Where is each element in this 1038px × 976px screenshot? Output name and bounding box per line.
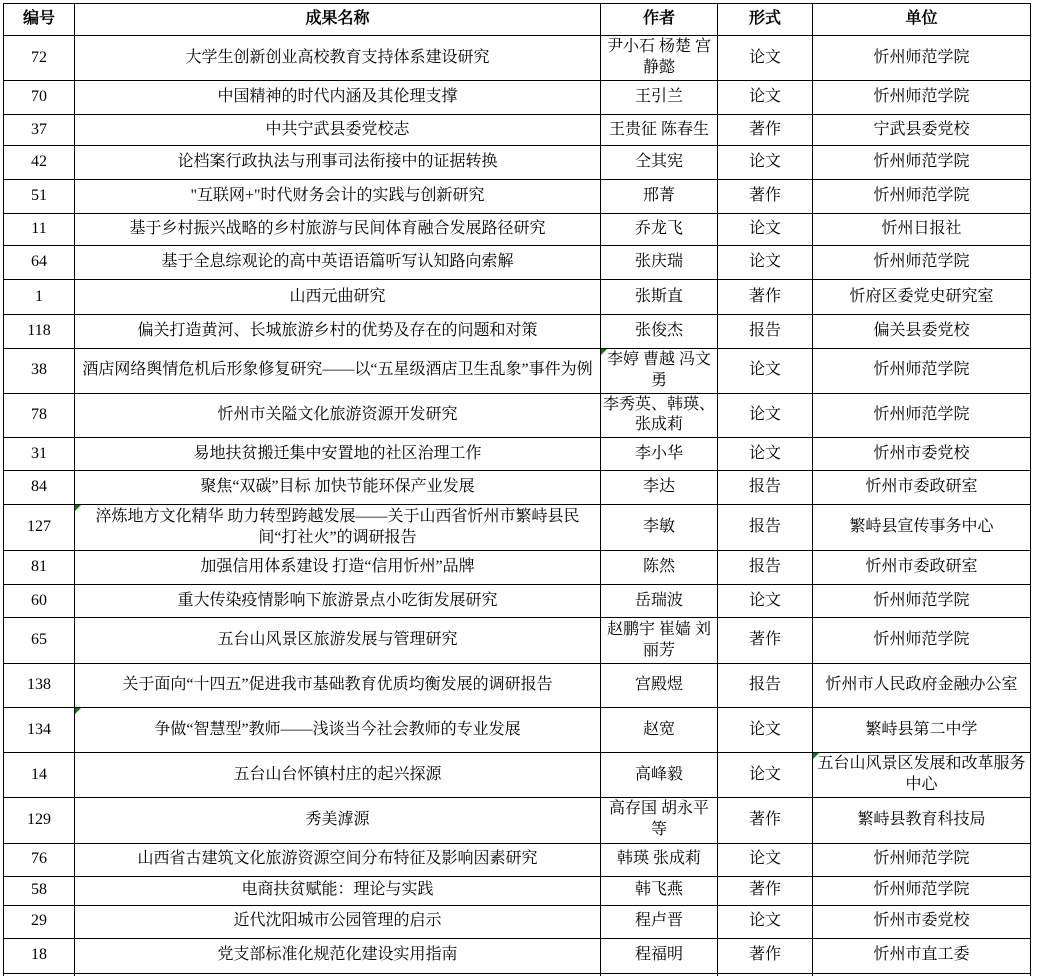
cell-form[interactable]: 论文: [718, 843, 813, 876]
table-row: [4, 393, 1031, 438]
table-row: [4, 349, 1031, 394]
cell-title[interactable]: 近代沈阳城市公园管理的启示: [75, 905, 601, 938]
cell-form[interactable]: 著作: [718, 938, 813, 973]
cell-authors[interactable]: 赵鹏宇 崔嫱 刘丽芳: [601, 618, 718, 664]
table-row: [4, 876, 1031, 905]
cell-form[interactable]: 著作: [718, 180, 813, 214]
cell-title[interactable]: 五台山台怀镇村庄的起兴探源: [75, 753, 601, 798]
cell-authors[interactable]: 邢菁: [601, 180, 718, 214]
results-table: [3, 3, 1031, 974]
cell-authors[interactable]: 岳瑞波: [601, 585, 718, 618]
table-row: [4, 585, 1031, 618]
cell-form[interactable]: 论文: [718, 214, 813, 246]
cell-id[interactable]: 84: [4, 471, 75, 505]
cell-unit[interactable]: 忻州师范学院: [813, 81, 1031, 115]
header-row: [4, 4, 1031, 36]
table-row: [4, 214, 1031, 246]
cell-form[interactable]: 报告: [718, 315, 813, 349]
cell-authors[interactable]: 李小华: [601, 438, 718, 471]
cell-unit[interactable]: 忻州师范学院: [813, 36, 1031, 81]
cell-unit[interactable]: 忻州市委政研室: [813, 471, 1031, 505]
cell-title[interactable]: 聚焦“双碳”目标 加快节能环保产业发展: [75, 471, 601, 505]
cell-authors[interactable]: 张斯直: [601, 280, 718, 315]
cell-authors[interactable]: 李敏: [601, 505, 718, 551]
cell-id[interactable]: 70: [4, 81, 75, 115]
header-id[interactable]: 编号: [4, 4, 75, 36]
cell-form[interactable]: 著作: [718, 797, 813, 843]
cell-form[interactable]: 著作: [718, 280, 813, 315]
header-form[interactable]: 形式: [718, 4, 813, 36]
cell-id[interactable]: 11: [4, 214, 75, 246]
cell-id[interactable]: 18: [4, 938, 75, 973]
table-row: [4, 315, 1031, 349]
cell-id[interactable]: 37: [4, 115, 75, 146]
cell-unit[interactable]: 繁峙县宣传事务中心: [813, 505, 1031, 551]
cell-authors[interactable]: 李秀英、韩瑛、张成莉: [601, 393, 718, 438]
cell-id[interactable]: 29: [4, 905, 75, 938]
cell-form[interactable]: 著作: [718, 115, 813, 146]
cell-title[interactable]: 党支部标准化规范化建设实用指南: [75, 938, 601, 973]
cell-unit[interactable]: 忻州市委党校: [813, 438, 1031, 471]
header-unit[interactable]: 单位: [813, 4, 1031, 36]
table-row: [4, 618, 1031, 664]
cell-unit[interactable]: 忻州师范学院: [813, 876, 1031, 905]
cell-title[interactable]: 争做“智慧型”教师——浅谈当今社会教师的专业发展: [75, 708, 601, 753]
cell-unit[interactable]: 忻州师范学院: [813, 146, 1031, 180]
cell-id[interactable]: 138: [4, 664, 75, 708]
cell-authors[interactable]: 陈然: [601, 551, 718, 585]
header-title[interactable]: 成果名称: [75, 4, 601, 36]
cell-authors[interactable]: 仝其宪: [601, 146, 718, 180]
cutoff-next-row: [3, 974, 1031, 976]
comment-marker-icon: [75, 708, 81, 714]
cell-unit[interactable]: 忻州日报社: [813, 214, 1031, 246]
cell-unit[interactable]: 忻州市人民政府金融办公室: [813, 664, 1031, 708]
cell-title[interactable]: 中国精神的时代内涵及其伦理支撑: [75, 81, 601, 115]
cell-unit[interactable]: 忻州市委党校: [813, 905, 1031, 938]
cell-authors[interactable]: 尹小石 杨楚 宫静懿: [601, 36, 718, 81]
cell-authors[interactable]: 王引兰: [601, 81, 718, 115]
cell-form[interactable]: 论文: [718, 438, 813, 471]
table-row: [4, 146, 1031, 180]
cell-authors[interactable]: 张庆瑞: [601, 246, 718, 280]
cell-authors[interactable]: 李达: [601, 471, 718, 505]
cell-form[interactable]: 报告: [718, 664, 813, 708]
cell-title[interactable]: 电商扶贫赋能：理论与实践: [75, 876, 601, 905]
cell-authors[interactable]: 高峰毅: [601, 753, 718, 798]
table-row: [4, 81, 1031, 115]
cell-form[interactable]: 论文: [718, 708, 813, 753]
cell-title[interactable]: 忻州市关隘文化旅游资源开发研究: [75, 393, 601, 438]
cell-unit[interactable]: 忻州师范学院: [813, 349, 1031, 394]
cell-authors[interactable]: 高存国 胡永平 等: [601, 797, 718, 843]
cell-id[interactable]: 31: [4, 438, 75, 471]
cell-unit[interactable]: 忻州市委政研室: [813, 551, 1031, 585]
cell-id[interactable]: 81: [4, 551, 75, 585]
cell-authors[interactable]: 韩瑛 张成莉: [601, 843, 718, 876]
cell-unit[interactable]: 忻府区委党史研究室: [813, 280, 1031, 315]
cell-title[interactable]: 关于面向“十四五”促进我市基础教育优质均衡发展的调研报告: [75, 664, 601, 708]
cell-id[interactable]: 76: [4, 843, 75, 876]
table-row: [4, 180, 1031, 214]
cell-authors[interactable]: 赵宽: [601, 708, 718, 753]
cell-title[interactable]: 基于全息综观论的高中英语语篇听写认知路向索解: [75, 246, 601, 280]
comment-marker-icon: [601, 349, 607, 355]
cell-authors[interactable]: 宫殿煜: [601, 664, 718, 708]
cell-form[interactable]: 论文: [718, 393, 813, 438]
cell-title[interactable]: 重大传染疫情影响下旅游景点小吃街发展研究: [75, 585, 601, 618]
comment-marker-icon: [813, 753, 819, 759]
cell-form[interactable]: 报告: [718, 471, 813, 505]
table-row: [4, 280, 1031, 315]
cell-id[interactable]: 127: [4, 505, 75, 551]
cell-title[interactable]: 论档案行政执法与刑事司法衔接中的证据转换: [75, 146, 601, 180]
table-row: [4, 708, 1031, 753]
cell-unit[interactable]: 五台山风景区发展和改革服务中心: [813, 753, 1031, 798]
cell-form[interactable]: 论文: [718, 146, 813, 180]
cell-unit[interactable]: 忻州师范学院: [813, 618, 1031, 664]
table-row: [4, 905, 1031, 938]
cell-form[interactable]: 著作: [718, 618, 813, 664]
cell-unit[interactable]: 忻州师范学院: [813, 393, 1031, 438]
header-authors[interactable]: 作者: [601, 4, 718, 36]
cell-unit[interactable]: 忻州师范学院: [813, 246, 1031, 280]
cell-id[interactable]: 42: [4, 146, 75, 180]
cell-form[interactable]: 论文: [718, 246, 813, 280]
cell-title[interactable]: 基于乡村振兴战略的乡村旅游与民间体育融合发展路径研究: [75, 214, 601, 246]
cell-title[interactable]: 山西省古建筑文化旅游资源空间分布特征及影响因素研究: [75, 843, 601, 876]
table-row: [4, 115, 1031, 146]
cell-unit[interactable]: 忻州师范学院: [813, 585, 1031, 618]
table-row: [4, 551, 1031, 585]
cell-authors[interactable]: 张俊杰: [601, 315, 718, 349]
cell-id[interactable]: 118: [4, 315, 75, 349]
cell-title[interactable]: "互联网+"时代财务会计的实践与创新研究: [75, 180, 601, 214]
cell-form[interactable]: 著作: [718, 876, 813, 905]
cell-unit[interactable]: 宁武县委党校: [813, 115, 1031, 146]
cell-unit[interactable]: 忻州师范学院: [813, 843, 1031, 876]
cell-unit[interactable]: 偏关县委党校: [813, 315, 1031, 349]
cell-title[interactable]: 五台山风景区旅游发展与管理研究: [75, 618, 601, 664]
table-row: [4, 843, 1031, 876]
cell-title[interactable]: 中共宁武县委党校志: [75, 115, 601, 146]
cell-authors[interactable]: 程福明: [601, 938, 718, 973]
cell-title[interactable]: 易地扶贫搬迁集中安置地的社区治理工作: [75, 438, 601, 471]
cell-id[interactable]: 129: [4, 797, 75, 843]
table-row: [4, 438, 1031, 471]
cell-form[interactable]: 论文: [718, 81, 813, 115]
cell-title[interactable]: 淬炼地方文化精华 助力转型跨越发展——关于山西省忻州市繁峙县民间“打社火”的调研报告: [75, 505, 601, 551]
cell-id[interactable]: 60: [4, 585, 75, 618]
cell-form[interactable]: 报告: [718, 505, 813, 551]
cell-form[interactable]: 论文: [718, 753, 813, 798]
cell-title[interactable]: 偏关打造黄河、长城旅游乡村的优势及存在的问题和对策: [75, 315, 601, 349]
cell-form[interactable]: 论文: [718, 349, 813, 394]
cell-title[interactable]: 山西元曲研究: [75, 280, 601, 315]
table-row: [4, 505, 1031, 551]
cell-authors[interactable]: 乔龙飞: [601, 214, 718, 246]
table-row: [4, 753, 1031, 798]
cell-id[interactable]: 1: [4, 280, 75, 315]
cell-unit[interactable]: 繁峙县第二中学: [813, 708, 1031, 753]
comment-marker-icon: [75, 505, 81, 511]
cell-authors[interactable]: 程卢晋: [601, 905, 718, 938]
cell-authors[interactable]: 李婷 曹越 冯文勇: [601, 349, 718, 394]
cell-title[interactable]: 加强信用体系建设 打造“信用忻州”品牌: [75, 551, 601, 585]
cell-id[interactable]: 14: [4, 753, 75, 798]
cell-id[interactable]: 58: [4, 876, 75, 905]
cell-id[interactable]: 65: [4, 618, 75, 664]
cell-id[interactable]: 51: [4, 180, 75, 214]
cell-authors[interactable]: 韩飞燕: [601, 876, 718, 905]
cell-unit[interactable]: 繁峙县教育科技局: [813, 797, 1031, 843]
cell-unit[interactable]: 忻州师范学院: [813, 180, 1031, 214]
cell-id[interactable]: 38: [4, 349, 75, 394]
cell-form[interactable]: 论文: [718, 585, 813, 618]
results-table-body: [4, 36, 1031, 974]
cell-id[interactable]: 64: [4, 246, 75, 280]
cell-form[interactable]: 报告: [718, 551, 813, 585]
cell-title[interactable]: 大学生创新创业高校教育支持体系建设研究: [75, 36, 601, 81]
cell-id[interactable]: 72: [4, 36, 75, 81]
table-row: [4, 664, 1031, 708]
table-row: [4, 246, 1031, 280]
cell-title[interactable]: 酒店网络舆情危机后形象修复研究——以“五星级酒店卫生乱象”事件为例: [75, 349, 601, 394]
cell-title[interactable]: 秀美滹源: [75, 797, 601, 843]
cell-form[interactable]: 论文: [718, 905, 813, 938]
table-row: [4, 797, 1031, 843]
cell-id[interactable]: 78: [4, 393, 75, 438]
cell-id[interactable]: 134: [4, 708, 75, 753]
table-row: [4, 471, 1031, 505]
table-row: [4, 938, 1031, 973]
cell-unit[interactable]: 忻州市直工委: [813, 938, 1031, 973]
table-row: [4, 36, 1031, 81]
cell-authors[interactable]: 王贵征 陈春生: [601, 115, 718, 146]
cell-form[interactable]: 论文: [718, 36, 813, 81]
